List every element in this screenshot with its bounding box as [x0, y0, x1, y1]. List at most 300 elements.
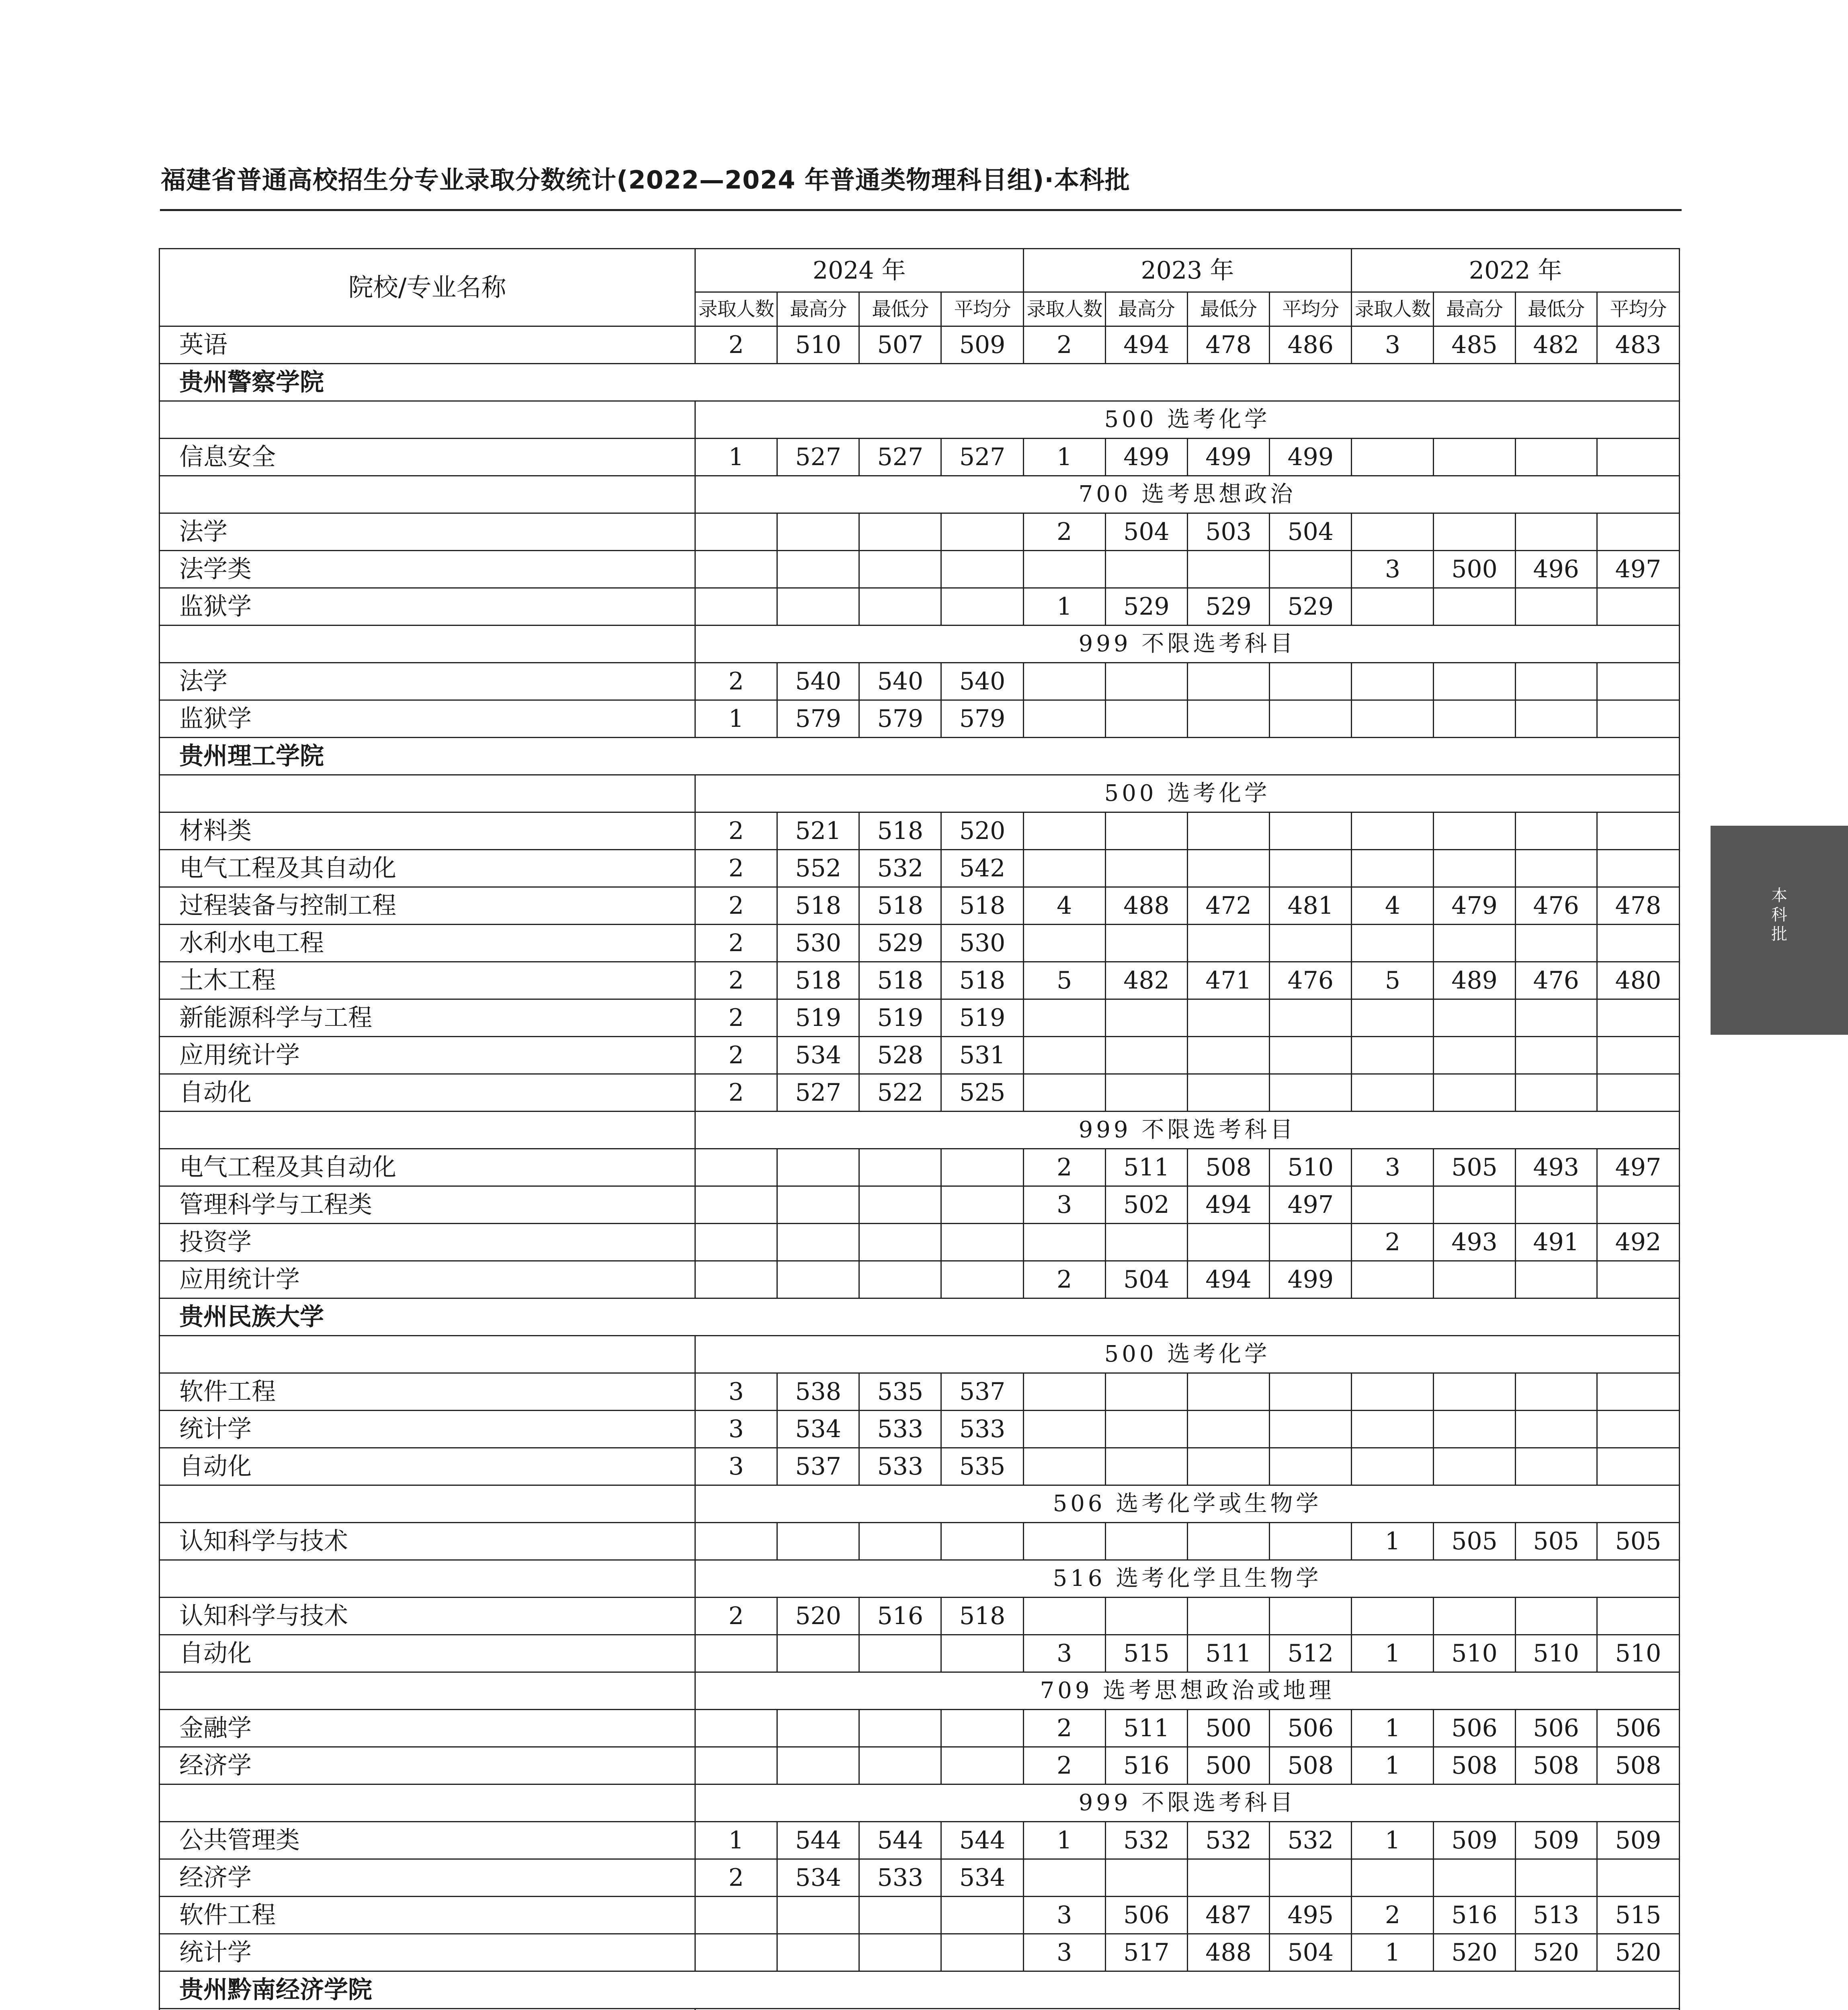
- min-score-cell: [1515, 1448, 1597, 1485]
- max-score-cell: 505: [1434, 1149, 1515, 1186]
- admitted-count-cell: 2: [1352, 1897, 1434, 1934]
- max-score-cell: [777, 1261, 859, 1298]
- avg-score-cell: [941, 588, 1023, 626]
- avg-score-cell: [941, 1261, 1023, 1298]
- min-score-cell: [1187, 812, 1269, 850]
- min-score-cell: 476: [1515, 887, 1597, 925]
- admitted-count-cell: 1: [1352, 1710, 1434, 1747]
- min-score-cell: 518: [859, 962, 941, 999]
- major-name: 电气工程及其自动化: [160, 1149, 695, 1186]
- avg-score-cell: 518: [941, 1598, 1023, 1635]
- table-row: [160, 326, 1680, 364]
- min-score-header: 最低分: [1515, 292, 1597, 326]
- max-score-cell: 510: [1434, 1635, 1515, 1672]
- avg-score-cell: [1597, 513, 1679, 551]
- subject-requirement-row: [160, 1672, 1680, 1710]
- table-row: [160, 1373, 1680, 1411]
- min-score-cell: 506: [1515, 1710, 1597, 1747]
- max-score-cell: 505: [1434, 1523, 1515, 1560]
- min-score-cell: [1187, 1074, 1269, 1112]
- min-score-cell: [859, 1523, 941, 1560]
- max-score-cell: [1434, 850, 1515, 887]
- max-score-cell: [1105, 925, 1187, 962]
- admitted-count-cell: [695, 1747, 777, 1784]
- avg-score-cell: [1270, 850, 1352, 887]
- major-name: 监狱学: [160, 588, 695, 626]
- avg-score-cell: [1597, 1261, 1679, 1298]
- min-score-cell: [1515, 1074, 1597, 1112]
- min-score-header: 最低分: [859, 292, 941, 326]
- max-score-cell: 527: [777, 439, 859, 476]
- avg-score-cell: 531: [941, 1037, 1023, 1074]
- major-name: 软件工程: [160, 1373, 695, 1411]
- admitted-count-cell: 1: [695, 1822, 777, 1859]
- max-score-cell: 493: [1434, 1224, 1515, 1261]
- avg-score-cell: [1270, 1037, 1352, 1074]
- min-score-cell: [1515, 1037, 1597, 1074]
- table-row: [160, 1186, 1680, 1224]
- admitted-count-cell: 5: [1023, 962, 1105, 999]
- min-score-cell: [1187, 999, 1269, 1037]
- major-name: 统计学: [160, 1934, 695, 1971]
- admitted-count-cell: 4: [1352, 887, 1434, 925]
- min-score-cell: [859, 1747, 941, 1784]
- avg-score-cell: 504: [1270, 1934, 1352, 1971]
- max-score-cell: [777, 1224, 859, 1261]
- admitted-count-cell: 3: [1352, 326, 1434, 364]
- max-score-cell: [1105, 1373, 1187, 1411]
- admitted-count-cell: 2: [1023, 1747, 1105, 1784]
- max-score-cell: [1105, 1859, 1187, 1897]
- max-score-cell: [1434, 439, 1515, 476]
- subject-requirement: 999 不限选考科目: [695, 1784, 1680, 1822]
- avg-score-cell: 532: [1270, 1822, 1352, 1859]
- avg-score-cell: 510: [1597, 1635, 1679, 1672]
- avg-score-header: 平均分: [1270, 292, 1352, 326]
- page-title: 福建省普通高校招生分专业录取分数统计(2022—2024 年普通类物理科目组)·本科批: [161, 165, 1130, 195]
- subject-requirement-row: [160, 401, 1680, 439]
- avg-score-cell: 499: [1270, 1261, 1352, 1298]
- min-score-cell: 527: [859, 439, 941, 476]
- max-score-cell: 499: [1105, 439, 1187, 476]
- subject-requirement-row: [160, 1112, 1680, 1149]
- min-score-cell: 518: [859, 812, 941, 850]
- avg-score-cell: [1270, 1074, 1352, 1112]
- min-score-cell: 511: [1187, 1635, 1269, 1672]
- table-row: [160, 513, 1680, 551]
- avg-score-cell: 519: [941, 999, 1023, 1037]
- min-score-cell: 508: [1515, 1747, 1597, 1784]
- avg-score-cell: [1270, 812, 1352, 850]
- empty-name-cell: [160, 1560, 695, 1598]
- min-score-cell: 532: [859, 850, 941, 887]
- max-score-cell: 519: [777, 999, 859, 1037]
- avg-score-cell: 476: [1270, 962, 1352, 999]
- avg-score-cell: [941, 1710, 1023, 1747]
- admitted-count-cell: [695, 1897, 777, 1934]
- min-score-cell: [1187, 1373, 1269, 1411]
- min-score-cell: [859, 551, 941, 588]
- avg-score-cell: 508: [1270, 1747, 1352, 1784]
- max-score-cell: [1434, 1074, 1515, 1112]
- min-score-cell: 516: [859, 1598, 941, 1635]
- subject-requirement: 506 选考化学或生物学: [695, 1485, 1680, 1523]
- max-score-cell: 518: [777, 887, 859, 925]
- subject-requirement: 709 选考思想政治或地理: [695, 1672, 1680, 1710]
- table-row: [160, 439, 1680, 476]
- min-score-cell: 535: [859, 1373, 941, 1411]
- avg-score-cell: [1597, 1373, 1679, 1411]
- table-row: [160, 962, 1680, 999]
- max-score-cell: [1105, 700, 1187, 738]
- avg-score-cell: 534: [941, 1859, 1023, 1897]
- admitted-count-cell: 2: [695, 962, 777, 999]
- table-row: [160, 850, 1680, 887]
- max-score-cell: [777, 1149, 859, 1186]
- max-score-cell: 537: [777, 1448, 859, 1485]
- subject-requirement: 516 选考化学且生物学: [695, 1560, 1680, 1598]
- admitted-count-cell: 2: [695, 850, 777, 887]
- avg-score-cell: [1270, 1373, 1352, 1411]
- avg-score-cell: [1597, 925, 1679, 962]
- min-score-cell: 510: [1515, 1635, 1597, 1672]
- admitted-count-cell: [695, 1186, 777, 1224]
- max-score-cell: [777, 1934, 859, 1971]
- avg-score-cell: [1597, 1037, 1679, 1074]
- max-score-cell: [777, 1710, 859, 1747]
- subject-requirement-row: [160, 626, 1680, 663]
- admitted-count-cell: 3: [1023, 1897, 1105, 1934]
- max-score-cell: [1105, 1448, 1187, 1485]
- major-name: 应用统计学: [160, 1037, 695, 1074]
- max-score-cell: [1105, 999, 1187, 1037]
- avg-score-cell: 497: [1270, 1186, 1352, 1224]
- admitted-count-cell: [1023, 551, 1105, 588]
- admitted-count-cell: 2: [1023, 1261, 1105, 1298]
- admitted-count-cell: [1023, 1224, 1105, 1261]
- admitted-count-cell: [1352, 925, 1434, 962]
- table-row: [160, 551, 1680, 588]
- min-score-cell: [1187, 1859, 1269, 1897]
- min-score-cell: [859, 1934, 941, 1971]
- major-name: 自动化: [160, 1448, 695, 1485]
- avg-score-cell: [1597, 850, 1679, 887]
- min-score-cell: 476: [1515, 962, 1597, 999]
- avg-score-cell: 540: [941, 663, 1023, 700]
- major-name: 公共管理类: [160, 1822, 695, 1859]
- max-score-cell: 534: [777, 1037, 859, 1074]
- avg-score-cell: [1597, 588, 1679, 626]
- max-score-cell: 540: [777, 663, 859, 700]
- min-score-cell: [1187, 1448, 1269, 1485]
- avg-score-cell: [941, 1186, 1023, 1224]
- max-score-cell: 504: [1105, 513, 1187, 551]
- avg-score-cell: 508: [1597, 1747, 1679, 1784]
- avg-score-cell: [941, 1635, 1023, 1672]
- avg-score-cell: 537: [941, 1373, 1023, 1411]
- major-name: 法学: [160, 513, 695, 551]
- subject-requirement-row: [160, 1560, 1680, 1598]
- max-score-cell: [1105, 1411, 1187, 1448]
- subject-requirement: 999 不限选考科目: [695, 1112, 1680, 1149]
- min-score-cell: [1515, 1411, 1597, 1448]
- table-row: [160, 1710, 1680, 1747]
- year-header-2024: 2024 年: [695, 249, 1024, 292]
- avg-score-cell: 529: [1270, 588, 1352, 626]
- admitted-count-cell: 2: [695, 1859, 777, 1897]
- max-score-cell: 511: [1105, 1710, 1187, 1747]
- admitted-count-cell: 3: [695, 1448, 777, 1485]
- avg-score-cell: [1597, 700, 1679, 738]
- admitted-count-cell: [1023, 1373, 1105, 1411]
- major-name: 材料类: [160, 812, 695, 850]
- school-name: 贵州警察学院: [160, 364, 1680, 401]
- max-score-cell: 508: [1434, 1747, 1515, 1784]
- max-score-cell: [777, 551, 859, 588]
- min-score-cell: [1187, 1598, 1269, 1635]
- avg-score-cell: [941, 1523, 1023, 1560]
- admitted-count-cell: [1352, 1186, 1434, 1224]
- avg-score-cell: [1270, 925, 1352, 962]
- subject-requirement-row: [160, 1784, 1680, 1822]
- max-score-cell: [1434, 1598, 1515, 1635]
- avg-score-cell: 495: [1270, 1897, 1352, 1934]
- admitted-count-cell: 2: [1023, 513, 1105, 551]
- min-score-cell: [1187, 1523, 1269, 1560]
- max-score-cell: 579: [777, 700, 859, 738]
- max-score-cell: [1105, 663, 1187, 700]
- admitted-count-cell: [1023, 925, 1105, 962]
- min-score-cell: 522: [859, 1074, 941, 1112]
- min-score-cell: 519: [859, 999, 941, 1037]
- avg-score-cell: [1270, 1523, 1352, 1560]
- admitted-count-cell: 2: [1352, 1224, 1434, 1261]
- avg-score-header: 平均分: [941, 292, 1023, 326]
- max-score-cell: [1105, 1037, 1187, 1074]
- year-header-2022: 2022 年: [1352, 249, 1680, 292]
- admitted-count-cell: [1352, 663, 1434, 700]
- admitted-count-cell: [1023, 999, 1105, 1037]
- side-tab-label: 本 科 批: [1771, 886, 1787, 943]
- major-name: 经济学: [160, 1859, 695, 1897]
- max-score-cell: 532: [1105, 1822, 1187, 1859]
- school-row: [160, 738, 1680, 775]
- avg-score-cell: 520: [1597, 1934, 1679, 1971]
- min-score-cell: [1187, 551, 1269, 588]
- max-score-cell: 511: [1105, 1149, 1187, 1186]
- min-score-cell: 496: [1515, 551, 1597, 588]
- admitted-count-cell: 1: [1023, 1822, 1105, 1859]
- min-score-cell: 509: [1515, 1822, 1597, 1859]
- max-score-cell: 488: [1105, 887, 1187, 925]
- subject-requirement-row: [160, 2009, 1680, 2010]
- admitted-count-cell: [1023, 850, 1105, 887]
- max-score-cell: [777, 513, 859, 551]
- admitted-count-cell: 4: [1023, 887, 1105, 925]
- admitted-count-cell: 1: [1023, 588, 1105, 626]
- min-score-cell: [859, 588, 941, 626]
- max-score-header: 最高分: [1105, 292, 1187, 326]
- school-name: 贵州民族大学: [160, 1298, 1680, 1336]
- max-score-cell: 538: [777, 1373, 859, 1411]
- max-score-cell: [777, 1635, 859, 1672]
- admitted-count-cell: 3: [1352, 551, 1434, 588]
- min-score-cell: [1515, 1261, 1597, 1298]
- min-score-cell: 529: [859, 925, 941, 962]
- empty-name-cell: [160, 1485, 695, 1523]
- empty-name-cell: [160, 476, 695, 513]
- avg-score-cell: [1270, 1598, 1352, 1635]
- major-name: 过程装备与控制工程: [160, 887, 695, 925]
- admitted-count-header: 录取人数: [695, 292, 777, 326]
- avg-score-cell: [941, 551, 1023, 588]
- admitted-count-cell: [695, 551, 777, 588]
- admitted-count-cell: 2: [695, 812, 777, 850]
- subject-requirement-row: [160, 775, 1680, 812]
- avg-score-cell: 497: [1597, 1149, 1679, 1186]
- avg-score-cell: 483: [1597, 326, 1679, 364]
- avg-score-cell: [941, 1747, 1023, 1784]
- subject-requirement: 700 选考思想政治: [695, 476, 1680, 513]
- min-score-cell: [1187, 663, 1269, 700]
- admitted-count-cell: [1352, 999, 1434, 1037]
- admitted-count-cell: [1352, 812, 1434, 850]
- min-score-cell: 500: [1187, 1747, 1269, 1784]
- admitted-count-cell: 2: [1023, 1710, 1105, 1747]
- avg-score-cell: 525: [941, 1074, 1023, 1112]
- max-score-header: 最高分: [777, 292, 859, 326]
- table-row: [160, 1261, 1680, 1298]
- admitted-count-cell: [1352, 513, 1434, 551]
- max-score-cell: [777, 588, 859, 626]
- subject-requirement: 500 选考化学: [695, 1336, 1680, 1373]
- major-name: 自动化: [160, 1074, 695, 1112]
- avg-score-cell: 527: [941, 439, 1023, 476]
- avg-score-cell: 518: [941, 887, 1023, 925]
- major-name: 电气工程及其自动化: [160, 850, 695, 887]
- table-row: [160, 663, 1680, 700]
- admitted-count-cell: [1352, 1373, 1434, 1411]
- min-score-cell: 540: [859, 663, 941, 700]
- admitted-count-cell: [695, 588, 777, 626]
- admitted-count-cell: [1352, 850, 1434, 887]
- admitted-count-cell: [1023, 1598, 1105, 1635]
- max-score-cell: 534: [777, 1411, 859, 1448]
- admitted-count-cell: [695, 1224, 777, 1261]
- avg-score-cell: [1270, 1224, 1352, 1261]
- max-score-cell: [1434, 663, 1515, 700]
- avg-score-cell: 518: [941, 962, 1023, 999]
- major-name: 管理科学与工程类: [160, 1186, 695, 1224]
- min-score-cell: [1515, 663, 1597, 700]
- avg-score-cell: [941, 1897, 1023, 1934]
- year-header-2023: 2023 年: [1023, 249, 1352, 292]
- min-score-cell: 518: [859, 887, 941, 925]
- admitted-count-cell: [1023, 1448, 1105, 1485]
- avg-score-cell: 542: [941, 850, 1023, 887]
- admitted-count-cell: [695, 1523, 777, 1560]
- min-score-cell: [1187, 1411, 1269, 1448]
- max-score-header: 最高分: [1434, 292, 1515, 326]
- max-score-cell: 509: [1434, 1822, 1515, 1859]
- score-table: [159, 248, 1680, 2010]
- table-row: [160, 999, 1680, 1037]
- admitted-count-cell: [695, 1149, 777, 1186]
- table-header-row: [160, 249, 1680, 292]
- min-score-cell: 500: [1187, 1710, 1269, 1747]
- avg-score-cell: 509: [1597, 1822, 1679, 1859]
- min-score-cell: 478: [1187, 326, 1269, 364]
- max-score-cell: 494: [1105, 326, 1187, 364]
- max-score-cell: [777, 1523, 859, 1560]
- avg-score-cell: 504: [1270, 513, 1352, 551]
- avg-score-cell: 515: [1597, 1897, 1679, 1934]
- max-score-cell: 521: [777, 812, 859, 850]
- min-score-cell: 471: [1187, 962, 1269, 999]
- min-score-cell: 482: [1515, 326, 1597, 364]
- avg-score-cell: [1597, 812, 1679, 850]
- admitted-count-cell: [1023, 663, 1105, 700]
- min-score-cell: [859, 1149, 941, 1186]
- admitted-count-cell: 3: [1023, 1635, 1105, 1672]
- max-score-cell: [777, 1186, 859, 1224]
- admitted-count-cell: [1023, 1074, 1105, 1112]
- avg-score-cell: [1270, 551, 1352, 588]
- name-column-header: 院校/专业名称: [160, 249, 695, 326]
- max-score-cell: [1434, 1859, 1515, 1897]
- min-score-cell: [1187, 1037, 1269, 1074]
- table-row: [160, 1934, 1680, 1971]
- avg-score-cell: 510: [1270, 1149, 1352, 1186]
- school-name: 贵州黔南经济学院: [160, 1971, 1680, 2009]
- table-row: [160, 1598, 1680, 1635]
- avg-score-cell: [1597, 663, 1679, 700]
- avg-score-cell: [1270, 999, 1352, 1037]
- max-score-cell: 544: [777, 1822, 859, 1859]
- max-score-cell: [1434, 700, 1515, 738]
- avg-score-cell: 478: [1597, 887, 1679, 925]
- admitted-count-cell: [1023, 1037, 1105, 1074]
- admitted-count-cell: [695, 1710, 777, 1747]
- min-score-cell: 472: [1187, 887, 1269, 925]
- max-score-cell: 530: [777, 925, 859, 962]
- min-score-cell: 487: [1187, 1897, 1269, 1934]
- major-name: 应用统计学: [160, 1261, 695, 1298]
- max-score-cell: [1105, 1598, 1187, 1635]
- max-score-cell: 534: [777, 1859, 859, 1897]
- min-score-cell: [1515, 1859, 1597, 1897]
- admitted-count-cell: [1352, 1448, 1434, 1485]
- school-row: [160, 1298, 1680, 1336]
- empty-name-cell: [160, 401, 695, 439]
- min-score-header: 最低分: [1187, 292, 1269, 326]
- min-score-cell: [859, 1710, 941, 1747]
- major-name: 软件工程: [160, 1897, 695, 1934]
- table-row: [160, 1747, 1680, 1784]
- min-score-cell: [859, 1261, 941, 1298]
- min-score-cell: 533: [859, 1859, 941, 1897]
- major-name: 信息安全: [160, 439, 695, 476]
- min-score-cell: 513: [1515, 1897, 1597, 1934]
- max-score-cell: 520: [1434, 1934, 1515, 1971]
- admitted-count-cell: [695, 1934, 777, 1971]
- admitted-count-cell: 2: [695, 1598, 777, 1635]
- major-name: 法学: [160, 663, 695, 700]
- min-score-cell: 532: [1187, 1822, 1269, 1859]
- avg-score-cell: [1597, 439, 1679, 476]
- max-score-cell: [1105, 551, 1187, 588]
- max-score-cell: 518: [777, 962, 859, 999]
